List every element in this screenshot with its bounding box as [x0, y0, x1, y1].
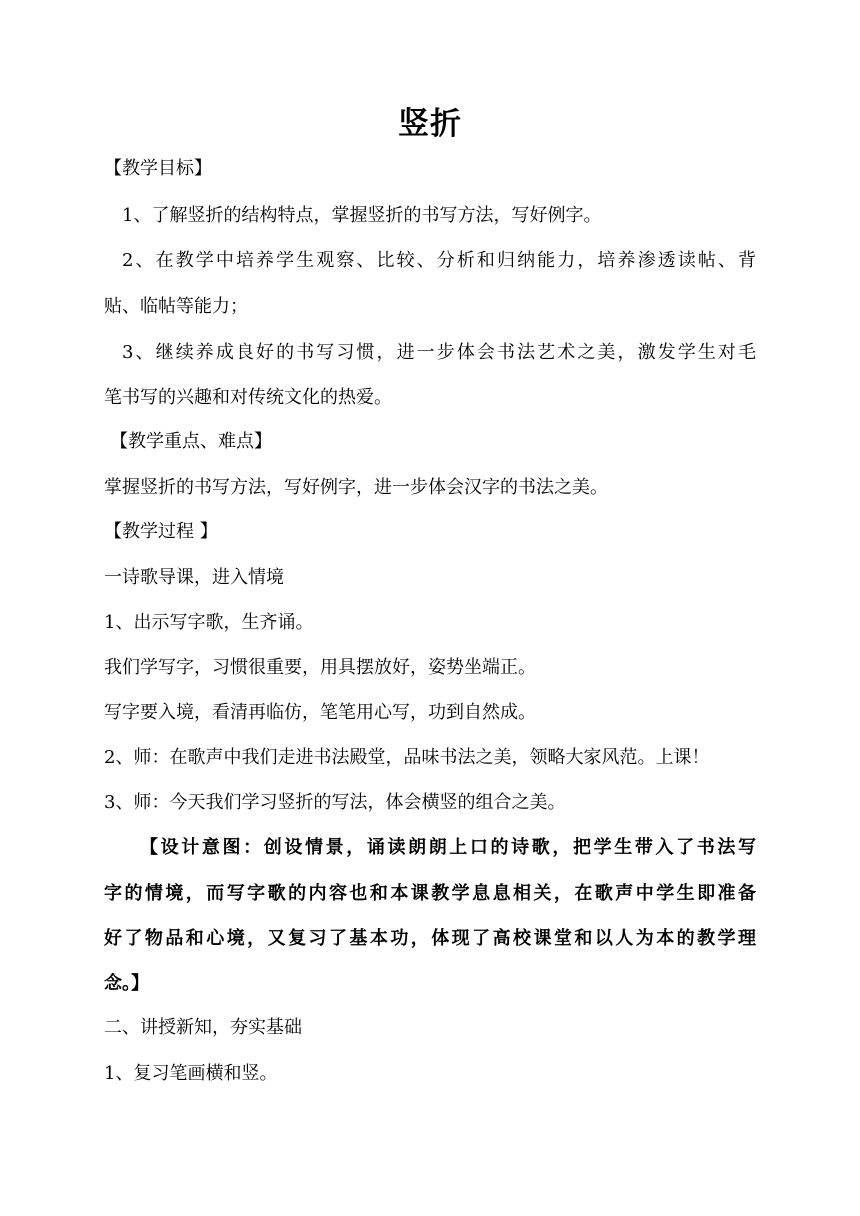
- document-title: 竖折: [398, 106, 462, 142]
- paragraph-line: 1、出示写字歌，生齐诵。: [104, 612, 314, 633]
- section-heading-process: 【教学过程 】: [104, 521, 218, 542]
- paragraph-line: 1、了解竖折的结构特点，掌握竖折的书写方法，写好例字。: [122, 205, 602, 226]
- paragraph-line: 1、复习笔画横和竖。: [104, 1063, 278, 1084]
- paragraph-line: 贴、临帖等能力；: [104, 296, 248, 317]
- paragraph-line: 2、师：在歌声中我们走进书法殿堂，品味书法之美，领略大家风范。上课！: [104, 747, 710, 768]
- design-intent-line: 【设计意图：创设情景，诵读朗朗上口的诗歌，把学生带入了书法写: [140, 837, 756, 858]
- poem-line: 写字要入境，看清再临仿，笔笔用心写，功到自然成。: [104, 702, 536, 723]
- paragraph-line: 笔书写的兴趣和对传统文化的热爱。: [104, 387, 392, 408]
- paragraph-line: 3、继续养成良好的书写习惯，进一步体会书法艺术之美，激发学生对毛: [122, 342, 756, 363]
- paragraph-line: 2、在教学中培养学生观察、比较、分析和归纳能力，培养渗透读帖、背: [122, 250, 756, 271]
- poem-line: 我们学写字，习惯很重要，用具摆放好，姿势坐端正。: [104, 657, 536, 678]
- design-intent-line: 字的情境，而写字歌的内容也和本课教学息息相关，在歌声中学生即准备: [104, 883, 756, 904]
- design-intent-line: 好了物品和心境，又复习了基本功，体现了高校课堂和以人为本的教学理: [104, 928, 756, 949]
- paragraph-line: 一诗歌导课，进入情境: [104, 567, 284, 588]
- paragraph-line: 二、讲授新知，夯实基础: [104, 1017, 302, 1038]
- section-heading-key-points: 【教学重点、难点】: [110, 431, 272, 452]
- design-intent-line: 念。】: [104, 973, 149, 994]
- section-heading-objectives: 【教学目标】: [104, 158, 212, 179]
- paragraph-line: 掌握竖折的书写方法，写好例字，进一步体会汉字的书法之美。: [104, 477, 608, 498]
- paragraph-line: 3、师：今天我们学习竖折的写法，体会横竖的组合之美。: [104, 792, 566, 813]
